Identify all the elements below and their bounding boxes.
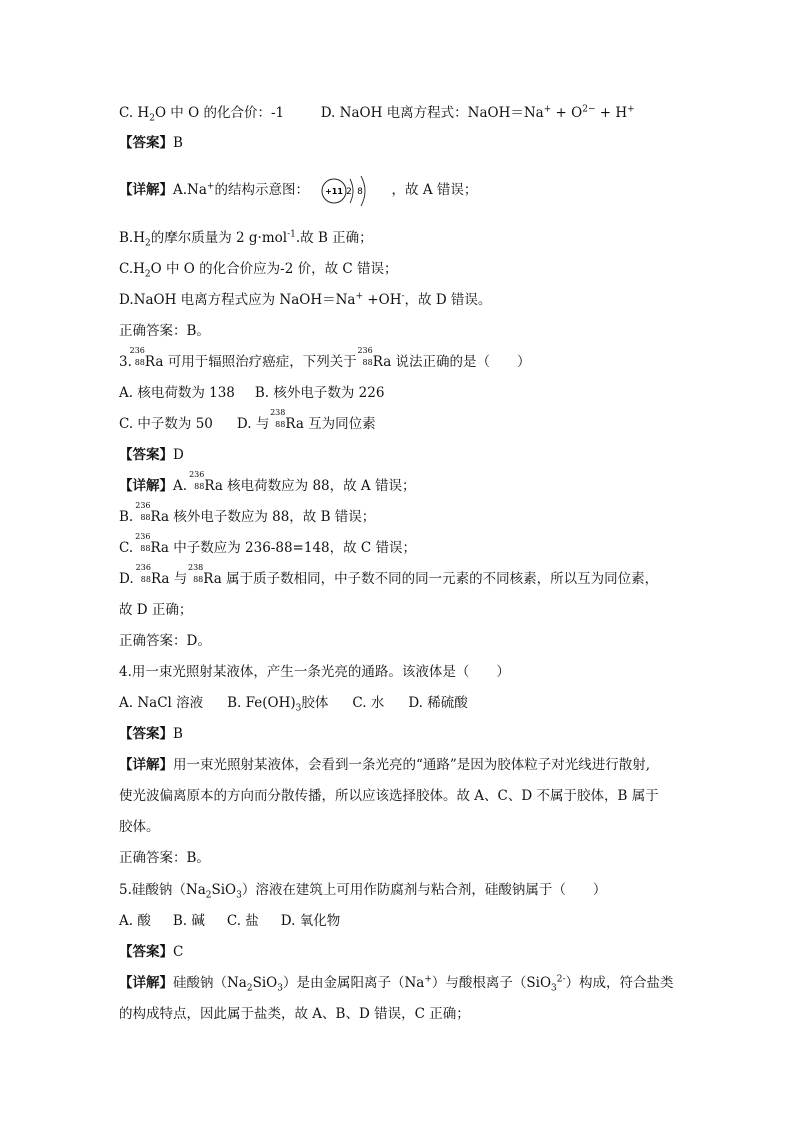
shell-2-electrons: 8 [357, 186, 364, 197]
q3-detail-c: C. 236 88 Ra 中子数应为 236-88=148，故 C 错误； [119, 532, 417, 556]
q5-detail-1: 【详解】硅酸钠$(Na_2SiO_3)$是由金属阳离子（Na+）与酸根离子（SiO$_3^{2-}$）构成，符合盐类 [119, 974, 674, 994]
q2-options-cd: C. $H_2O$ 中 O 的化合价：-1 D. NaOH 电离方程式：NaOH＝Na+ + $O^{2-} + H^+$ [119, 104, 635, 124]
q3-detail-b: B. 236 88 Ra 核外电子数应为 88，故 B 错误； [119, 501, 376, 525]
sodium-ion-structure-diagram [319, 173, 381, 209]
atom-structure-svg [319, 173, 381, 209]
q3-detail-d-cont: 故 D 正确； [119, 602, 193, 618]
q3-correct: 正确答案：D。 [119, 633, 211, 649]
q2-answer: 【答案】B [119, 135, 183, 151]
q3-stem: 3. 236 88 Ra 可用于辐照治疗癌症，下列关于 236 88 Ra 说法正确的是（ ） [119, 346, 531, 370]
q4-detail-3: 胶体。 [119, 819, 160, 835]
q3-options-cd: C. 中子数为 50 D. 与 238 88 Ra 互为同位素 [119, 408, 376, 432]
nucleus-charge: +11 [325, 186, 344, 196]
isotope-prefix: 236 88 [129, 346, 145, 367]
q5-answer: 【答案】C [119, 944, 184, 960]
q4-options: A. NaCl 溶液 B. $Fe(OH)_3$胶体 C. 水 D. 稀硫酸 [119, 695, 468, 714]
q4-answer: 【答案】B [119, 726, 183, 742]
isotope-prefix: 236 88 [357, 346, 373, 367]
q3-detail-a: 【详解】A. 236 88 Ra 核电荷数应为 88，故 A 错误； [119, 470, 416, 494]
isotope-prefix: 238 88 [187, 563, 204, 584]
q2-correct: 正确答案：B。 [119, 323, 210, 339]
q2-detail-a: 【详解】A.Na+的结构示意图： +11 2 8 ，故 A 错误； [119, 172, 477, 209]
isotope-prefix: 238 88 [270, 408, 286, 429]
q2-detail-c: $C.H_2O$ 中 O 的化合价应为-2 价，故 C 错误； [119, 261, 398, 280]
q3-options-ab: A. 核电荷数为 138 B. 核外电子数为 226 [119, 385, 385, 401]
isotope-prefix: 236 88 [135, 501, 151, 522]
isotope-prefix: 236 88 [135, 563, 151, 584]
shell-1-electrons: 2 [346, 186, 353, 197]
q5-options: A. 酸 B. 碱 C. 盐 D. 氧化物 [119, 913, 341, 929]
q4-detail-1: 【详解】用一束光照射某液体，会看到一条光亮的“通路”是因为胶体粒子对光线进行散射, [119, 757, 651, 773]
q3-answer: 【答案】D [119, 447, 184, 463]
q4-detail-2: 使光波偏离原本的方向而分散传播，所以应该选择胶体。故 A、C、D 不属于胶体，B 属于 [119, 788, 659, 804]
q5-detail-2: 的构成特点，因此属于盐类，故 A、B、D 错误，C 正确； [119, 1006, 470, 1022]
isotope-prefix: 236 88 [135, 532, 151, 553]
q3-detail-d: D. 236 88 Ra 与 238 88 Ra 属于质子数相同，中子数不同的同一元素的不同核素，所以互为同位素， [119, 563, 659, 587]
q2-detail-d: D.NaOH 电离方程式应为 NaOH＝Na+ +OH-，故 D 错误。 [119, 291, 492, 308]
q5-stem: 5.硅酸钠$(Na_2SiO_3)$溶液在建筑上可用作防腐剂与粘合剂，硅酸钠属于（ ） [119, 882, 607, 901]
q2-detail-b: $B.H_2$的摩尔质量为 2 g·mol$^{-1}$.故 B 正确； [119, 229, 373, 249]
isotope-prefix: 236 88 [189, 470, 205, 491]
q4-stem: 4.用一束光照射某液体，产生一条光亮的通路。该液体是（ ） [119, 664, 510, 680]
q4-correct: 正确答案：B。 [119, 850, 210, 866]
